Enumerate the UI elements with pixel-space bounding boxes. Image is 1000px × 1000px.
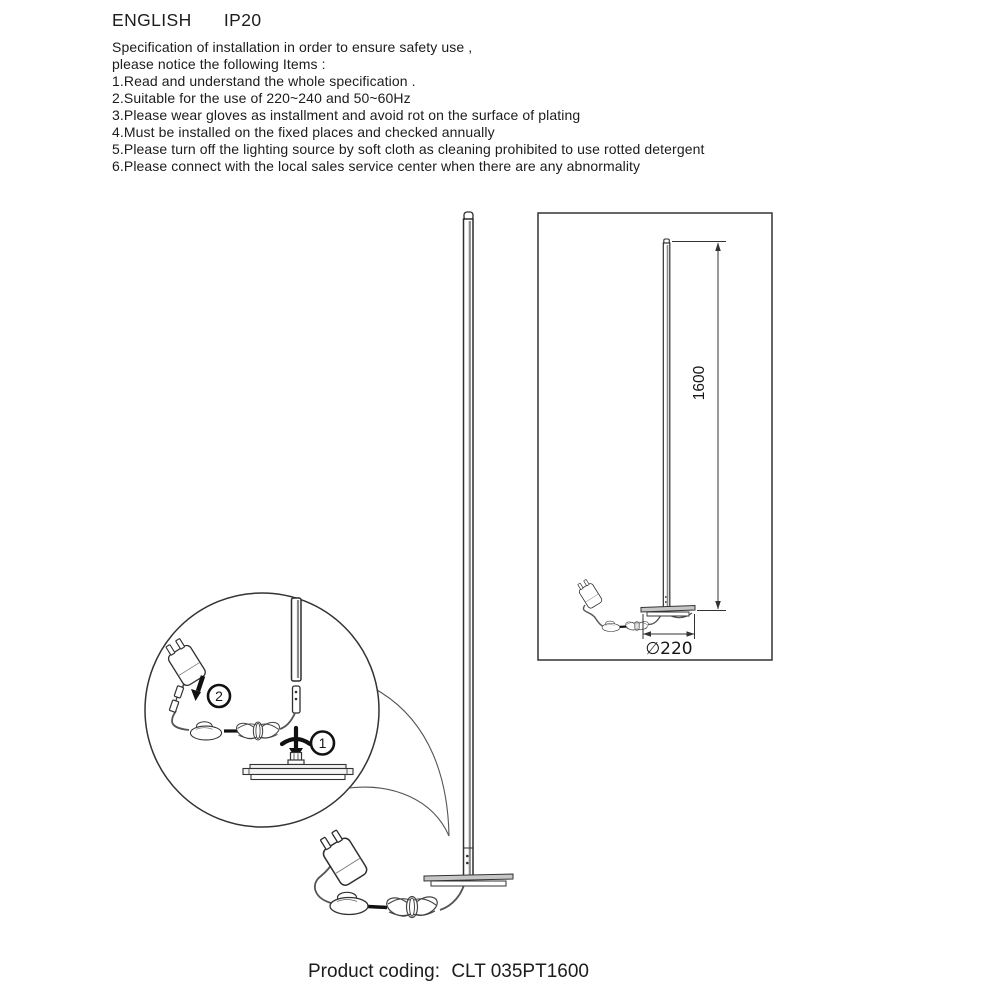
spec-intro-line: please notice the following Items : xyxy=(112,56,326,72)
foot-switch xyxy=(330,892,368,914)
connector-dot xyxy=(295,698,298,701)
spec-item: 4.Must be installed on the fixed places and checked annually xyxy=(112,124,495,140)
detail-bubble xyxy=(145,593,379,827)
spec-intro-line: Specification of installation in order to ensure safety use , xyxy=(112,39,473,55)
product-coding-label: Product coding: xyxy=(308,961,441,982)
box-lamp-base-lip xyxy=(647,612,689,616)
floor-lamp-drawing xyxy=(315,212,513,920)
spec-item: 2.Suitable for the use of 220~240 and 50~60Hz xyxy=(112,90,411,106)
step2-marker xyxy=(208,685,230,707)
ip-rating-label: IP20 xyxy=(223,10,262,30)
diameter-dimension-label: ∅220 xyxy=(645,639,693,659)
connector-dot xyxy=(295,691,298,694)
step1-marker xyxy=(311,732,334,755)
lamp-pole xyxy=(464,219,474,877)
diameter-dimension xyxy=(643,614,695,659)
cable-coil xyxy=(624,620,649,632)
box-lamp-base xyxy=(641,606,695,613)
power-adapter xyxy=(316,827,369,887)
power-cord xyxy=(368,907,387,908)
height-dimension xyxy=(672,242,726,611)
foot-switch xyxy=(602,621,620,631)
spec-item: 5.Please turn off the lighting source by soft cloth as cleaning prohibited to use rotted detergent xyxy=(112,141,705,157)
connector-dot xyxy=(466,855,469,858)
dimension-box xyxy=(538,213,772,660)
spec-item: 1.Read and understand the whole specification . xyxy=(112,73,416,89)
detail-pole xyxy=(292,598,302,681)
product-code: CLT 035PT1600 xyxy=(451,961,589,982)
connector-dot xyxy=(665,601,667,603)
lamp-base xyxy=(424,874,513,881)
spec-item: 6.Please connect with the local sales service center when there are any abnormality xyxy=(112,158,641,174)
product-coding xyxy=(308,961,589,983)
cable-coil xyxy=(384,893,440,919)
power-adapter xyxy=(575,578,603,609)
spec-item: 3.Please wear gloves as installment and avoid rot on the surface of plating xyxy=(112,107,581,123)
step1-number: 1 xyxy=(318,735,327,751)
height-dimension-label: 1600 xyxy=(691,365,708,401)
connector-dot xyxy=(466,862,469,865)
connector-dot xyxy=(665,596,667,598)
language-label: ENGLISH xyxy=(112,10,192,30)
detail-circle xyxy=(145,593,379,827)
spec-box-border xyxy=(538,213,772,660)
power-cord xyxy=(583,605,604,627)
step2-number: 2 xyxy=(215,688,223,704)
box-lamp-pole xyxy=(663,243,670,608)
lamp-base-lip xyxy=(431,881,506,886)
